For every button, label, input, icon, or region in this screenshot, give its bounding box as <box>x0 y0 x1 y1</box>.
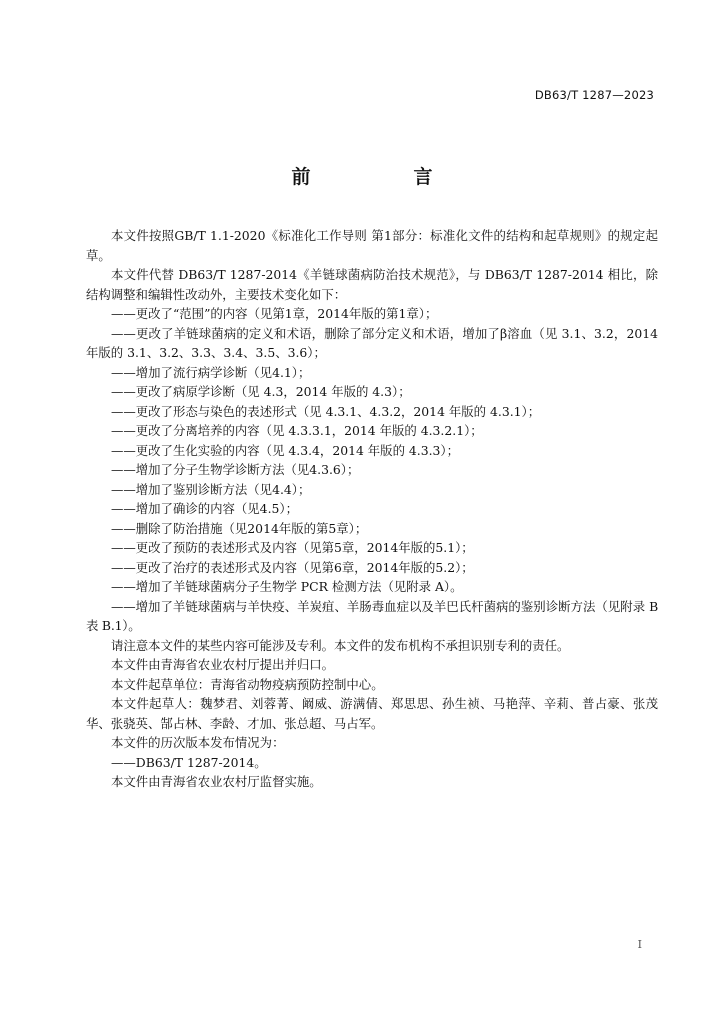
change-item: ——更改了病原学诊断（见 4.3，2014 年版的 4.3）； <box>111 384 411 399</box>
change-item: ——删除了防治措施（见2014年版的第5章）； <box>111 520 368 536</box>
foreword-body <box>86 226 658 792</box>
paragraph: 本文件起草人：魏梦君、刘蓉菁、阚威、游满倩、郑思思、孙生祯、马艳萍、辛莉、普占豪、张茂华、张骁英、郜占林、李龄、才加、张总超、马占军。 <box>86 696 658 731</box>
change-item: ——更改了生化实验的内容（见 4.3.4，2014 年版的 4.3.3）； <box>111 442 460 458</box>
change-item: ——增加了分子生物学诊断方法（见4.3.6）； <box>111 462 360 477</box>
change-item: ——增加了羊链球菌病与羊快疫、羊炭疽、羊肠毒血症以及羊巴氏杆菌病的鉴别诊断方法（见附录 B 表 B.1）。 <box>86 598 658 633</box>
paragraph: 本文件起草单位：青海省动物疫病预防控制中心。 <box>111 676 384 692</box>
page-number: I <box>637 938 642 951</box>
paragraph: 本文件由青海省农业农村厅提出并归口。 <box>111 657 335 672</box>
change-item: ——增加了羊链球菌病分子生物学 PCR 检测方法（见附录 A）。 <box>111 579 463 594</box>
change-item: ——增加了流行病学诊断（见4.1）； <box>111 364 311 380</box>
paragraph: 本文件由青海省农业农村厅监督实施。 <box>111 774 322 789</box>
paragraph: 请注意本文件的某些内容可能涉及专利。本文件的发布机构不承担识别专利的责任。 <box>111 637 570 653</box>
paragraph: 本文件按照GB/T 1.1-2020《标准化工作导则 第1部分：标准化文件的结构和起草规则》的规定起草。 <box>86 228 658 263</box>
change-item: ——更改了形态与染色的表述形式（见 4.3.1、4.3.2，2014 年版的 4.3.1）； <box>111 403 541 419</box>
change-item: ——更改了“范围”的内容（见第1章，2014年版的第1章）； <box>111 306 438 321</box>
paragraph: 本文件的历次版本发布情况为： <box>111 735 285 750</box>
change-item: ——更改了治疗的表述形式及内容（见第6章，2014年版的5.2）； <box>111 559 474 575</box>
change-item: ——增加了确诊的内容（见4.5）； <box>111 501 298 516</box>
change-item: ——更改了羊链球菌病的定义和术语，删除了部分定义和术语，增加了β溶血（见 3.1、3.2，2014年版的 3.1、3.2、3.3、3.4、3.5、3.6）； <box>86 325 658 360</box>
document-code: DB63/T 1287—2023 <box>534 88 654 102</box>
page-title: 前 言 <box>291 166 475 188</box>
change-item: ——DB63/T 1287-2014。 <box>111 754 267 770</box>
change-item: ——更改了预防的表述形式及内容（见第5章，2014年版的5.1）； <box>111 540 474 555</box>
change-item: ——更改了分离培养的内容（见 4.3.3.1，2014 年版的 4.3.2.1）； <box>111 423 483 438</box>
change-item: ——增加了鉴别诊断方法（见4.4）； <box>111 481 311 497</box>
paragraph: 本文件代替 DB63/T 1287-2014《羊链球菌病防治技术规范》，与 DB63/T 1287-2014 相比，除结构调整和编辑性改动外，主要技术变化如下： <box>86 267 658 302</box>
